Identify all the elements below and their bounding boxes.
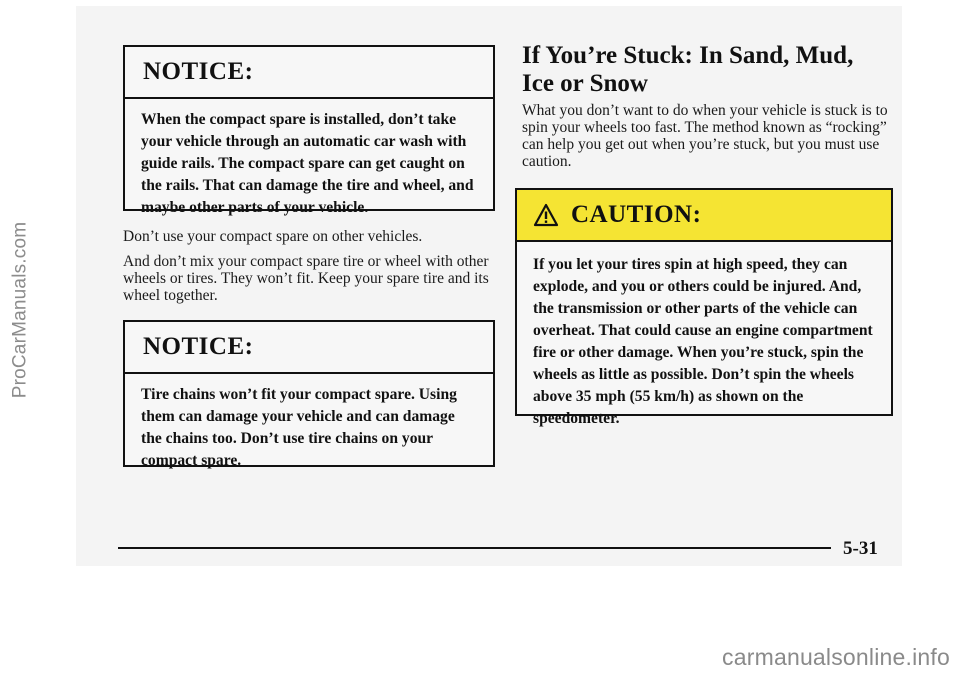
caution-header xyxy=(517,190,891,242)
page-number: 5-31 xyxy=(843,538,878,559)
notice-title: NOTICE: xyxy=(125,322,493,374)
section-heading: If You’re Stuck: In Sand, Mud, Ice or Snow xyxy=(522,42,854,97)
caution-box xyxy=(515,188,893,427)
notice-title: NOTICE: xyxy=(125,47,493,99)
notice-body: When the compact spare is installed, don’t take your vehicle through an automatic car wash with guide rails. The compact spare can get caught on the rails. That can damage the tire and wheel, and maybe other parts of your vehicle. xyxy=(141,111,474,216)
side-watermark-text: ProCarManuals.com xyxy=(9,221,31,399)
notice-body: Tire chains won’t fit your compact spare. Using them can damage your vehicle and can damage the chains too. Don’t use tire chains on your compact spare. xyxy=(141,386,457,469)
notice-box-car-wash xyxy=(123,45,495,216)
paragraph-compact-spare-use: Don’t use your compact spare on other vehicles. xyxy=(123,228,423,245)
warning-triangle-icon xyxy=(533,203,559,227)
section-intro: What you don’t want to do when your vehicle is stuck is to spin your wheels too fast. The method known as “rocking” can help you get out when you’re stuck, but you must use caution. xyxy=(522,102,888,170)
caution-body: If you let your tires spin at high speed, they can explode, and you or others could be injured. And, the transmission or other parts of the vehicle can overheat. That could cause an engine compartment fire or other damage. When you’re stuck, spin the wheels as little as possible. Don’t spin the wheels above 35 mph (55 km/h) as shown on the speedometer. xyxy=(533,256,873,427)
caution-title: CAUTION: xyxy=(571,201,702,228)
bottom-watermark: carmanualsonline.info xyxy=(722,644,950,670)
side-watermark xyxy=(5,80,35,540)
paragraph-compact-spare-mix: And don’t mix your compact spare tire or wheel with other wheels or tires. They won’t fit. Keep your spare tire and its wheel together. xyxy=(123,253,489,304)
notice-box-tire-chains xyxy=(123,320,495,467)
footer-rule xyxy=(118,547,831,549)
